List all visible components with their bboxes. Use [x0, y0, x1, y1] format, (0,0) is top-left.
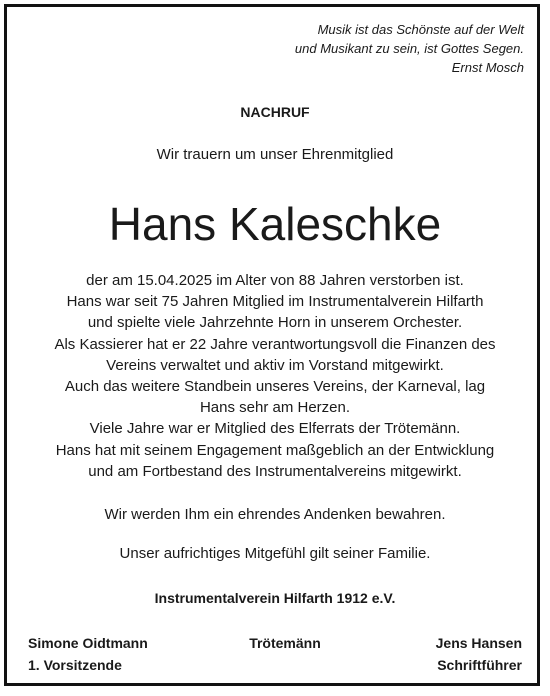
body-line: und am Fortbestand des Instrumentalvereins mitgewirkt.	[88, 462, 462, 480]
body-line: Hans war seit 75 Jahren Mitglied im Instrumentalverein Hilfarth	[66, 293, 484, 311]
quote-line: und Musikant zu sein, ist Gottes Segen.	[294, 41, 524, 56]
club-name: Instrumentalverein Hilfarth 1912 e.V.	[154, 590, 396, 606]
body-line: und spielte viele Jahrzehnte Horn in unserem Orchester.	[87, 314, 463, 332]
body-line: Hans hat mit seinem Engagement maßgeblich an der Entwicklung	[55, 441, 495, 459]
obituary-body	[0, 270, 550, 482]
body-line: Auch das weitere Standbein unseres Vereins, der Karneval, lag	[64, 378, 486, 396]
signature-role: Schriftführer	[437, 657, 522, 673]
condolence-line: Unser aufrichtiges Mitgefühl gilt seiner Familie.	[119, 545, 431, 562]
signature-right	[436, 632, 522, 676]
quote-line: Musik ist das Schönste auf der Welt	[317, 22, 524, 37]
body-line: Als Kassierer hat er 22 Jahre verantwortungsvoll die Finanzen des	[54, 335, 496, 353]
quote-author: Ernst Mosch	[451, 60, 524, 75]
obituary-heading: NACHRUF	[240, 104, 310, 120]
body-line: der am 15.04.2025 im Alter von 88 Jahren verstorben ist.	[86, 272, 464, 289]
quote-block	[194, 20, 524, 77]
signature-name: Jens Hansen	[435, 635, 522, 651]
intro-line: Wir trauern um unser Ehrenmitglied	[156, 146, 394, 163]
memory-line: Wir werden Ihm ein ehrendes Andenken bewahren.	[104, 506, 446, 523]
body-line: Viele Jahre war er Mitglied des Elferrats der Trötemänn.	[89, 420, 461, 438]
signature-name: Trötemänn	[249, 635, 321, 651]
signature-role: 1. Vorsitzende	[28, 657, 122, 673]
body-line: Vereins verwaltet und aktiv im Vorstand mitgewirkt.	[106, 356, 444, 374]
body-line: Hans sehr am Herzen.	[199, 399, 351, 417]
signature-name: Simone Oidtmann	[28, 635, 148, 651]
deceased-name: Hans Kaleschke	[108, 198, 442, 250]
